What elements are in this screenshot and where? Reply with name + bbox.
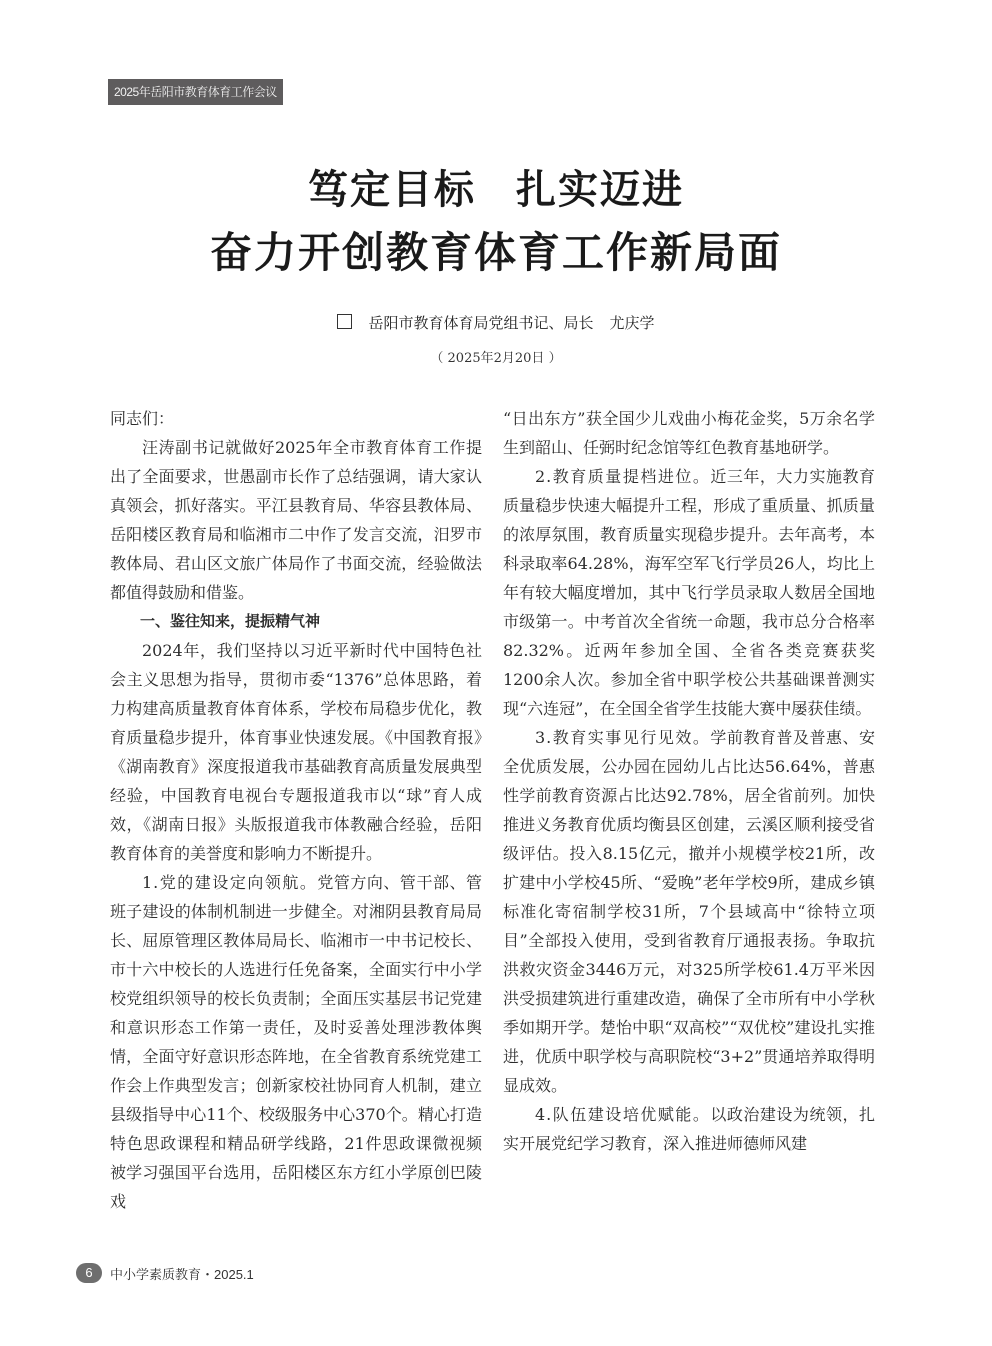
article-title-line-1 [0,158,992,215]
speech-date: （ 2025年2月20日 ） [430,351,562,366]
body-column-right [503,404,875,1158]
section-tag: 2025年岳阳市教育体育工作会议 [108,79,283,105]
page-footer [76,1263,254,1283]
paragraph [110,868,482,1216]
paragraph-text: 学前教育普及普惠、安全优质发展，公办园在园幼儿占比达56.64%，普惠性学前教育资源占比达92.78%，居全省前列。加快推进义务教育优质均衡县区创建，云溪区顺利接受省级评估。投入8.15亿元，撤并小规模学校21所，改扩建中小学校45所、“爱晚”老年学校9所，建成乡镇标准化寄宿制学校31所，7个县域高中“徐特立项目”全部投入使用，受到省教育厅通报表扬。争取抗洪救灾资金3446万元，对325所学校61.4万平米因洪受损建筑进行重建改造，确保了全市所有中小学秋季如期开学。楚怡中职“双高校”“双优校”建设扎实推进，优质中职学校与高职院校“3+2”贯通培养取得明显成效。 [503,728,875,1095]
article-title-line-2: 奋力开创教育体育工作新局面 [209,228,782,277]
subheading: 4.队伍建设培优赋能。 [535,1105,711,1124]
paragraph: 2024年，我们坚持以习近平新时代中国特色社会主义思想为指导，贯彻市委“1376”总体思路，着力构建高质量教育体育体系，学校布局稳步优化，教育质量稳步提升，体育事业快速发展。《中国教育报》《湖南教育》深度报道我市基础教育高质量发展典型经验，中国教育电视台专题报道我市以“球”育人成效，《湖南日报》头版报道我市体教融合经验，岳阳教育体育的美誉度和影响力不断提升。 [110,641,482,863]
paragraph-text: 近三年，大力实施教育质量稳步快速大幅提升工程，形成了重质量、抓质量的浓厚氛围，教育质量实现稳步提升。去年高考，本科录取率64.28%，海军空军飞行学员26人，均比上年有较大幅度增加，其中飞行学员录取人数居全国地市级第一。中考首次全省统一命题，我市总分合格率82.32%。近两年参加全国、全省各类竞赛获奖1200余人次。参加全省中职学校公共基础课普测实现“六连冠”，在全国全省学生技能大赛中屡获佳绩。 [503,467,875,718]
salutation: 同志们： [110,409,175,428]
subheading: 2.教育质量提档进位。 [535,467,711,486]
byline [0,312,992,333]
author-org: 岳阳市教育体育局党组书记、局长 [368,314,594,332]
square-bullet-icon [337,314,352,329]
paragraph [503,1100,875,1158]
section-heading: 一、鉴往知来，提振精气神 [140,612,321,630]
paragraph: “日出东方”获全国少儿戏曲小梅花金奖，5万余名学生到韶山、任弼时纪念馆等红色教育基地研学。 [503,409,875,457]
subheading: 1.党的建设定向领航。 [142,873,318,892]
paragraph-text: 以政治建设为统领，扎实开展党纪学习教育，深入推进师德师风建 [503,1105,875,1153]
body-column-left [110,404,482,1216]
journal-name: 中小学素质教育・2025.1 [110,1266,254,1282]
paragraph [503,462,875,723]
subheading: 3.教育实事见行见效。 [535,728,711,747]
page-number: 6 [76,1263,102,1283]
paragraph: 汪涛副书记就做好2025年全市教育体育工作提出了全面要求，世愚副市长作了总结强调，请大家认真领会，抓好落实。平江县教育局、华容县教体局、岳阳楼区教育局和临湘市二中作了发言交流，汨罗市教体局、君山区文旅广体局作了书面交流，经验做法都值得鼓励和借鉴。 [110,438,482,602]
paragraph [503,723,875,1100]
title-phrase-2: 扎实迈进 [516,167,684,213]
author-name: 尤庆学 [609,314,655,332]
title-phrase-1: 笃定目标 [308,167,476,213]
paragraph-text: 党管方向、管干部、管班子建设的体制机制进一步健全。对湘阴县教育局局长、屈原管理区教体局局长、临湘市一中书记校长、市十六中校长的人选进行任免备案，全面实行中小学校党组织领导的校长负责制；全面压实基层书记党建和意识形态工作第一责任，及时妥善处理涉教体舆情，全面守好意识形态阵地，在全省教育系统党建工作会上作典型发言；创新家校社协同育人机制，建立县级指导中心11个、校级服务中心370个。精心打造特色思政课程和精品研学线路，21件思政课微视频被学习强国平台选用，岳阳楼区东方红小学原创巴陵戏 [110,873,482,1211]
